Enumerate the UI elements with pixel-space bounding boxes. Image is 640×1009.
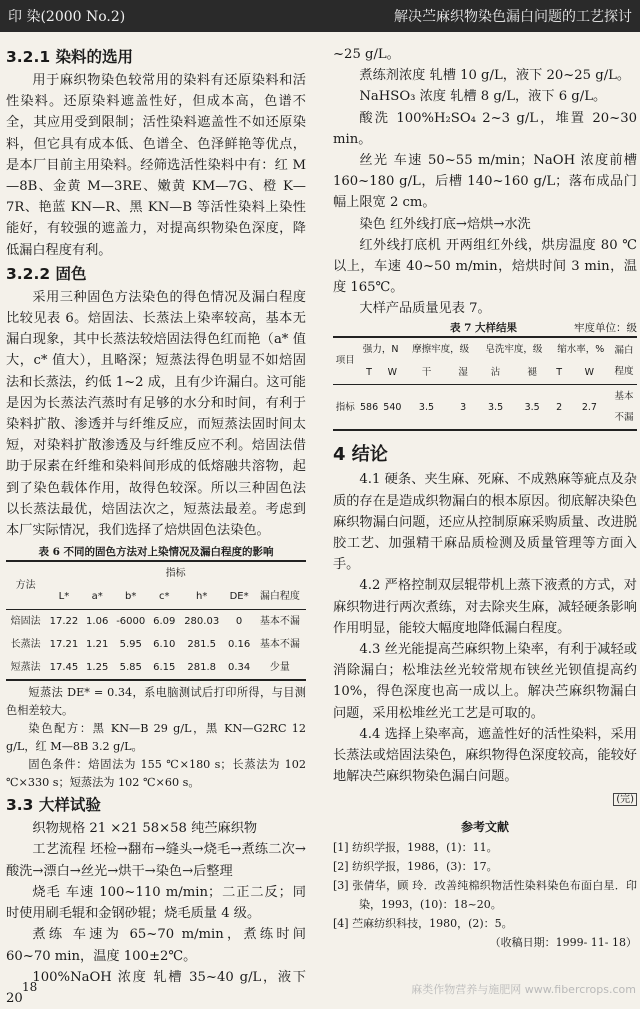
table-cell: 3.5: [488, 401, 504, 413]
table-cell: 17.45: [49, 662, 79, 674]
table-7-subheader: W: [387, 366, 398, 378]
table-cell: 5.95: [119, 638, 142, 650]
table-cell: 540: [383, 401, 402, 413]
table-cell: 281.8: [187, 662, 216, 674]
table-7: [333, 336, 637, 432]
table-cell: 1.25: [86, 662, 109, 674]
table-6-col: 漏白程度: [259, 591, 300, 603]
table-cell: 3.5: [524, 401, 540, 413]
journal-issue: 印 染(2000 No.2): [8, 9, 126, 25]
table-row: [6, 656, 306, 680]
table-cell: 586: [360, 401, 379, 413]
table-cell: 长蒸法: [10, 638, 41, 650]
infrared-padding: 红外线打底机 开两组红外线，烘房温度 80 ℃以上，车速 40~50 m/min，焙烘时间 3 min，温度 165℃。: [333, 237, 637, 296]
naoh-continued: ~25 g/L。: [333, 47, 400, 62]
right-column: [333, 44, 637, 952]
table-cell: 1.06: [86, 615, 109, 627]
end-mark: (完): [613, 793, 637, 806]
scouring: 煮练 车速为 65~70 m/min，煮练时间 60~70 min，温度 100±2℃。: [6, 927, 306, 964]
table-7-leak-header: 漏白程度: [611, 337, 637, 385]
table-6: [6, 560, 306, 681]
scouring-agent: 煮练剂浓度 轧槽 10 g/L，液下 20~25 g/L。: [359, 68, 631, 84]
table-cell: 1.21: [86, 638, 109, 650]
nahso3: NaHSO₃ 浓度 轧槽 8 g/L，液下 6 g/L。: [359, 89, 607, 105]
table-cell: 5.85: [119, 662, 142, 674]
table-cell: 基本不漏: [259, 615, 300, 627]
dyeing: 染色 红外线打底→焙烘→水洗: [359, 216, 531, 232]
table-6-caption: 表 6 不同的固色方法对上染情况及漏白程度的影响: [38, 546, 274, 559]
reference-item: [3] 张倩华，顾 玲．改善纯棉织物活性染料染色布面白星．印染，1993，(10)：18~20。: [333, 878, 637, 911]
conclusion-4-3: 4.3 丝光能提高苎麻织物上染率，有利于减轻或消除漏白；松堆法丝光较常规布铗丝光钡值提高约 10%，得色深度也高一成以上。解决苎麻织物漏白问题，采用松堆丝光工艺是可取的。: [333, 642, 637, 721]
section-3-2-1-title: 3.2.1 染料的选用: [6, 48, 134, 66]
table-7-caption: 表 7 大样结果: [449, 321, 518, 334]
table-7-subheader: 沾: [490, 366, 501, 378]
table-6-index-header: 指标: [165, 568, 186, 580]
table-6-col: L*: [58, 591, 70, 603]
table-cell: 0.34: [227, 662, 251, 674]
table-7-item-header: 项目: [333, 337, 357, 385]
naoh-concentration: 100%NaOH 浓度 轧槽 35~40 g/L，液下 20: [6, 969, 306, 1006]
fabric-spec: 织物规格 21 ×21 58×58 纯苎麻织物: [32, 821, 258, 837]
table-7-subheader: 干: [421, 366, 432, 378]
note-de: 短蒸法 DE* = 0.34，系电脑测试后打印所得，与目测色相差较大。: [6, 686, 306, 718]
table-7-subheader: T: [556, 366, 563, 378]
table-cell: 3.5: [418, 401, 435, 413]
paragraph-dye-selection: 用于麻织物染色较常用的染料有还原染料和活性染料。还原染料遮盖性好，但成本高，色谱不全，其应用受到限制；活性染料遮盖性不如还原染料，但它具有成本低、色谱全、色泽鲜艳等优点，是本厂目前主用染料。经筛选活性染料中有：红 M—8B、金黄 M—3RE、嫩黄 KM—7G、橙 K—7R、艳蓝 KN—R、黑 KN—B 等活性染料上染性能好，有较强的遮盖力，对提高织物染色深度，降低漏白程度有利。: [6, 73, 306, 258]
table-cell: 281.5: [187, 638, 216, 650]
conclusion-4-4: 4.4 选择上染率高，遮盖性好的活性染料，采用长蒸法或焙固法染色，麻织物得色深度较高，能较好地解决苎麻织物染色漏白问题。: [333, 726, 637, 785]
table-7-subheader: T: [366, 366, 372, 378]
table-6-col: h*: [196, 591, 208, 603]
table-cell: 基本不漏: [614, 391, 634, 424]
table-cell: 基本不漏: [259, 638, 300, 650]
table-7-intro: 大样产品质量见表 7。: [359, 301, 491, 317]
table-cell: 6.15: [153, 662, 176, 674]
page-number: 18: [22, 980, 38, 994]
note-recipe: 染色配方：黑 KN—B 29 g/L，黑 KN—G2RC 12 g/L，红 M—8B 3.2 g/L。: [6, 722, 306, 754]
table-7-subheader: 湿: [458, 366, 468, 378]
running-header: [0, 0, 640, 32]
table-cell: 焙固法: [10, 615, 41, 627]
section-3-2-2-title: 3.2.2 固色: [6, 264, 87, 283]
table-6-col: DE*: [229, 591, 249, 603]
table-cell: 0.16: [227, 638, 251, 650]
table-7-shrink-header: 缩水率，%: [557, 343, 605, 355]
table-cell: 0: [235, 615, 243, 627]
table-6-col: a*: [91, 591, 103, 603]
table-7-subheader: 褪: [527, 366, 537, 378]
watermark: 麻类作物营养与施肥网 www.fibercrops.com: [411, 983, 636, 996]
process-flow: 工艺流程 坯检→翻布→缝头→烧毛→煮练二次→酸洗→漂白→丝光→烘干→染色→后整理: [6, 842, 306, 879]
table-7-rub-header: 摩擦牢度，级: [412, 343, 470, 355]
table-cell: 280.03: [184, 615, 220, 627]
conclusion-4-2: 4.2 严格控制双层辊带机上蒸下液煮的方式，对麻织物进行两次煮练，对去除夹生麻，减轻硬条影响作用明显，能较大幅度地降低漏白程度。: [333, 578, 637, 636]
end-mark-row: [333, 788, 637, 810]
table-cell: 17.21: [49, 638, 79, 650]
acid-wash: 酸洗 100%H₂SO₄ 2~3 g/L，堆置 20~30 min。: [333, 110, 637, 147]
article-title: 解决苎麻织物染色漏白问题的工艺探讨: [394, 9, 632, 25]
references-title: 参考文献: [460, 819, 509, 834]
reference-item: [2] 纺织学报，1986，(3)：17。: [333, 859, 498, 873]
note-fix-conditions: 固色条件：焙固法为 155 ℃×180 s；长蒸法为 102 ℃×330 s；短蒸法为 102 ℃×60 s。: [6, 758, 306, 790]
table-6-method-header: 方法: [6, 561, 45, 609]
table-7-subheader: W: [584, 366, 595, 378]
mercerizing: 丝光 车速 50~55 m/min；NaOH 浓度前槽 160~180 g/L，后槽 140~160 g/L；落布成品门幅上限宽 2 cm。: [333, 153, 637, 211]
table-7-strength-header: 强力，N: [362, 343, 399, 355]
table-7-wash-header: 皂洗牢度，级: [485, 343, 543, 355]
table-cell: 2: [556, 401, 563, 413]
table-cell: -6000: [116, 615, 146, 627]
table-row: [6, 609, 306, 633]
table-row: [333, 385, 637, 431]
table-7-unit: 牢度单位：级: [574, 321, 637, 334]
table-cell: 指标: [335, 401, 355, 413]
section-4-title: 4 结论: [333, 444, 388, 466]
table-row: [6, 633, 306, 656]
reference-item: [4] 苎麻纺织科技，1980，(2)：5。: [333, 916, 513, 930]
left-column: [6, 44, 306, 1009]
table-cell: 6.10: [153, 638, 176, 650]
reference-item: [1] 纺织学报，1988，(1)：11。: [333, 840, 498, 854]
table-cell: 6.09: [153, 615, 176, 627]
section-3-3-title: 3.3 大样试验: [6, 796, 101, 815]
table-6-col: b*: [125, 591, 137, 603]
table-cell: 2.7: [581, 401, 597, 413]
conclusion-4-1: 4.1 硬条、夹生麻、死麻、不成熟麻等疵点及杂质的存在是造成织物漏白的根本原因。彻底解决染色麻织物漏白问题，还应从控制原麻采购质量、改进脱胶工艺、加强精干麻品质检测及质量管理等方面入手。: [333, 472, 637, 573]
singeing: 烧毛 车速 100~110 m/min；二正二反；同时使用刷毛辊和金钢砂辊；烧毛质量 4 级。: [6, 884, 306, 922]
table-7-caption-row: [333, 320, 637, 336]
table-cell: 少量: [269, 662, 290, 674]
table-cell: 17.22: [49, 615, 79, 627]
table-6-col: c*: [159, 591, 170, 603]
table-cell: 3: [460, 401, 467, 413]
paragraph-fixation: 采用三种固色方法染色的得色情况及漏白程度比较见表 6。焙固法、长蒸法上染率较高，基本无漏白现象，其中长蒸法较焙固法得色红而艳（a* 值大，c* 值大），且略深；短蒸法得色明显不如焙固法和长蒸法，约低 1~2 成，且有少许漏白。这可能是因为长蒸法汽蒸时有足够的水分和时间，有利于染料扩散、渗透并与纤维反应，而短蒸法固时间太短，对染料扩散渗透及与纤维反应不利。焙固法借助于尿素在纤维和染料间形成的低熔融共溶物，起到了染色载体作用，故得色较深。所以三种固色法以长蒸法最优，焙固法次之，短蒸法最差。考虑到本厂实际情况，我们选择了焙烘固色法染色。: [6, 289, 306, 539]
received-date: （收稿日期：1999- 11- 18）: [489, 935, 637, 949]
table-cell: 短蒸法: [10, 662, 41, 674]
